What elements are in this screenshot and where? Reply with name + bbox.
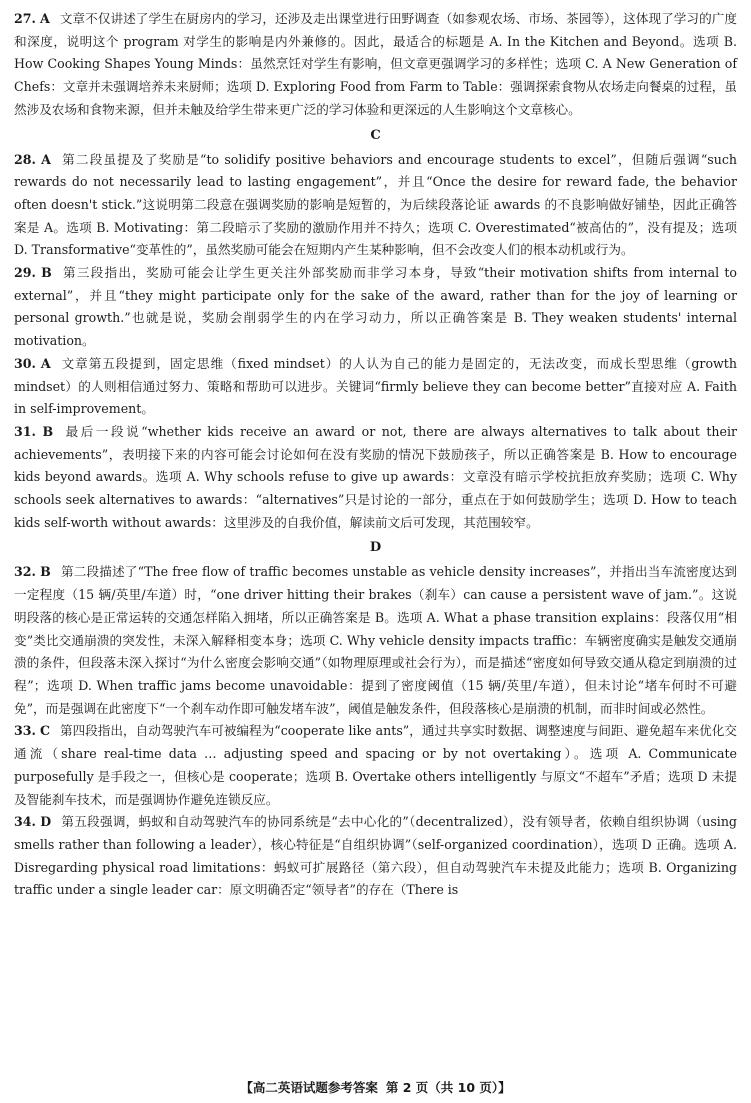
answer-letter: A bbox=[41, 151, 51, 167]
explanation-text: 第五段强调，蚂蚁和自动驾驶汽车的协同系统是“去中心化的”（decentralized），没有领导者，依赖自组织协调（using smells rather than following a leader），核心特征是“自组织协调”（self-organized coordination），选项 D 正确。选项 A. Disregarding physical road limitations：蚂蚁可扩展路径（第六段），但自动驾驶汽车未提及此能力；选项 B. Organizing traffic under a single leader car：原文明确否定“领导者”的存在（There is bbox=[14, 814, 737, 898]
explanation-text: 文章第五段提到，固定思维（fixed mindset）的人认为自己的能力是固定的，无法改变，而成长型思维（growth mindset）的人则相信通过努力、策略和帮助可以进步。关键词“firmly believe they can become better”直接对应 A. Faith in self-improvement。 bbox=[14, 355, 737, 417]
answer-letter: B bbox=[40, 564, 51, 580]
answer-letter: A bbox=[40, 355, 51, 371]
answer-32 bbox=[14, 561, 737, 720]
question-number: 27. bbox=[14, 11, 36, 26]
answer-31 bbox=[14, 421, 737, 535]
question-number: 30. bbox=[14, 355, 36, 371]
answer-28 bbox=[14, 149, 737, 263]
answer-34 bbox=[14, 811, 737, 902]
answer-letter: B bbox=[42, 423, 54, 439]
question-number: 34. bbox=[14, 814, 36, 830]
page-footer bbox=[0, 1079, 751, 1097]
answer-27 bbox=[14, 8, 737, 122]
footer-page-number: 第 2 页（共 10 页）】 bbox=[385, 1080, 511, 1095]
explanation-text: 第二段虽提及了奖励是“to solidify positive behaviors and encourage students to excel”，但随后强调“such rewards do not necessarily lead to lasting engagement”，并且“Once the desire for reward fade, the behavior often doesn't stick.”这说明第二段意在强调奖励的影响是短暂的，为后续段落论证 awards 的不良影响做好铺垫，因此正确答案是 A。选项 B. Motivating：第二段暗示了奖励的激励作用并不持久；选项 C. Overestimated“被高估的”，没有提及；选项 D. Transformative“变革性的”，虽然奖励可能会在短期内产生某种影响，但不会改变人们的根本动机或行为。 bbox=[14, 151, 737, 258]
answer-29 bbox=[14, 262, 737, 353]
answer-30 bbox=[14, 353, 737, 421]
answer-letter: B bbox=[41, 265, 52, 281]
section-heading-c: C bbox=[370, 127, 381, 143]
explanation-text: 第三段指出，奖励可能会让学生更关注外部奖励而非学习本身，导致“their motivation shifts from internal to external”，并且“they might participate only for the sake of the award, rather than for the joy of learning or personal growth.”也就是说，奖励会削弱学生的内在学习动力，所以正确答案是 B. They weaken students' internal motivation。 bbox=[14, 265, 737, 349]
question-number: 31. bbox=[14, 423, 36, 439]
footer-title: 【高二英语试题参考答案 bbox=[240, 1080, 378, 1095]
section-heading-d: D bbox=[369, 540, 382, 556]
question-number: 33. bbox=[14, 723, 36, 739]
question-number: 32. bbox=[14, 564, 36, 580]
answer-33 bbox=[14, 720, 737, 811]
question-number: 28. bbox=[14, 151, 36, 167]
question-number: 29. bbox=[14, 265, 36, 281]
explanation-text: 最后一段说“whether kids receive an award or not, there are always alternatives to talk about their achievements”，表明接下来的内容可能会讨论如何在没有奖励的情况下鼓励孩子，所以正确答案是 B. How to encourage kids beyond awards。选项 A. Why schools refuse to give up awards：文章没有暗示学校抗拒放弃奖励；选项 C. Why schools seek alternatives to awards：“alternatives”只是讨论的一部分，重点在于如何鼓励学生；选项 D. How to teach kids self-worth without awards：这里涉及的自我价值，解读前文后可发现，其范围较窄。 bbox=[14, 423, 737, 530]
answer-letter: A bbox=[40, 11, 50, 26]
answer-letter: C bbox=[39, 723, 50, 739]
answer-letter: D bbox=[40, 814, 52, 830]
explanation-text: 第四段指出，自动驾驶汽车可被编程为“cooperate like ants”，通过共享实时数据、调整速度与间距、避免超车来优化交通流（share real-time data … adjusting speed and spacing or by not overtaking）。选项 A. Communicate purposefully 是手段之一，但核心是 cooperate；选项 B. Overtake others intelligently 与原文“不超车”矛盾；选项 D 未提及智能刹车技术，而是强调协作避免连锁反应。 bbox=[14, 723, 737, 807]
explanation-text: 第二段描述了“The free flow of traffic becomes unstable as vehicle density increases”，并指出当车流密度达到一定程度（15 辆/英里/车道）时，“one driver hitting their brakes（刹车）can cause a persistent wave of jam.”。这说明段落的核心是正常运转的交通怎样陷入拥堵，所以正确答案是 B。选项 A. What a phase transition explains：段落仅用“相变”类比交通崩溃的突发性，未深入解释相变本身；选项 C. Why vehicle density impacts traffic：车辆密度确实是触发交通崩溃的条件，但段落未深入探讨“为什么密度会影响交通”（如物理原理或社会行为），而是描述“密度如何导致交通从稳定到崩溃的过程”；选项 D. When traffic jams become unavoidable：提到了密度阈值（15 辆/英里/车道），但未讨论“堵车何时不可避免”，而是强调在此密度下“一个刹车动作即可触发堵车波”，阈值是触发条件，但段落核心是崩溃的机制，而非时间或必然性。 bbox=[14, 564, 737, 716]
explanation-text: 文章不仅讲述了学生在厨房内的学习，还涉及走出课堂进行田野调查（如参观农场、市场、茶园等），这体现了学习的广度和深度，说明这个 program 对学生的影响是内外兼修的。因此，最适合的标题是 A. In the Kitchen and Beyond。选项 B. How Cooking Shapes Young Minds：虽然烹饪对学生有影响，但文章更强调学习的多样性；选项 C. A New Generation of Chefs：文章并未强调培养未来厨师；选项 D. Exploring Food from Farm to Table：强调探索食物从农场走向餐桌的过程，虽然涉及农场和食物来源，但并未触及给学生带来更广泛的学习体验和更深远的人生影响这个文章核心。 bbox=[14, 11, 737, 117]
